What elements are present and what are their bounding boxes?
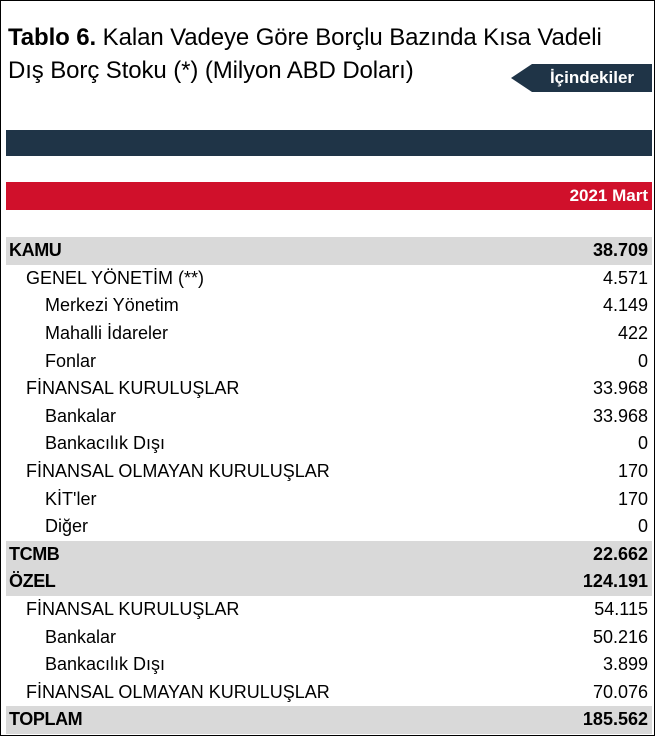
row-label: KAMU xyxy=(6,237,538,265)
row-value: 0 xyxy=(637,350,648,371)
column-header-bar xyxy=(6,182,652,210)
row-value: 0 xyxy=(637,433,648,454)
row-value: 3.899 xyxy=(602,654,648,675)
table-row xyxy=(6,458,652,486)
navy-header-bar xyxy=(6,130,652,156)
table-number: Tablo 6. xyxy=(8,24,97,51)
row-label: Fonlar xyxy=(45,350,97,371)
row-label: Bankacılık Dışı xyxy=(45,654,166,675)
row-value: 0 xyxy=(637,516,648,537)
row-value: 38.709 xyxy=(538,237,652,265)
row-value: 4.149 xyxy=(602,295,648,316)
row-value: 50.216 xyxy=(592,626,648,647)
table-row xyxy=(6,706,652,734)
row-label: Bankalar xyxy=(45,405,117,426)
row-label: FİNANSAL KURULUŞLAR xyxy=(26,378,240,399)
row-value: 22.662 xyxy=(538,541,652,569)
row-value: 70.076 xyxy=(592,681,648,702)
table-row xyxy=(6,265,652,293)
row-label: TCMB xyxy=(6,541,538,569)
table-row xyxy=(6,513,652,541)
table-row xyxy=(6,430,652,458)
toc-button-label: İçindekiler xyxy=(549,68,635,87)
row-label: ÖZEL xyxy=(6,568,538,596)
column-header-period: 2021 Mart xyxy=(569,186,648,205)
table-of-contents-button[interactable] xyxy=(511,64,652,92)
row-value: 54.115 xyxy=(594,599,648,620)
table-row xyxy=(6,485,652,513)
row-value: 33.968 xyxy=(592,378,648,399)
title-line-1: Kalan Vadeye Göre Borçlu Bazında Kısa Vadeli xyxy=(96,24,602,51)
row-value: 170 xyxy=(617,461,648,482)
table-row xyxy=(6,347,652,375)
row-label: FİNANSAL KURULUŞLAR xyxy=(26,599,240,620)
debt-stock-table xyxy=(6,237,652,734)
row-label: Merkezi Yönetim xyxy=(45,295,179,316)
row-label: TOPLAM xyxy=(6,706,538,734)
row-value: 422 xyxy=(617,323,648,344)
table-row xyxy=(6,679,652,707)
row-label: Bankalar xyxy=(45,626,117,647)
table-row xyxy=(6,623,652,651)
table-row xyxy=(6,320,652,348)
row-value: 185.562 xyxy=(538,706,652,734)
table-row xyxy=(6,596,652,624)
row-label: KİT'ler xyxy=(45,488,97,509)
row-value: 124.191 xyxy=(538,568,652,596)
row-value: 33.968 xyxy=(592,405,648,426)
table-row xyxy=(6,237,652,265)
table-row xyxy=(6,651,652,679)
table-row xyxy=(6,292,652,320)
row-label: Bankacılık Dışı xyxy=(45,433,166,454)
row-label: Mahalli İdareler xyxy=(45,323,169,344)
row-label: FİNANSAL OLMAYAN KURULUŞLAR xyxy=(26,461,330,482)
table-row xyxy=(6,541,652,569)
table-row xyxy=(6,568,652,596)
row-label: GENEL YÖNETİM (**) xyxy=(26,267,205,288)
row-value: 170 xyxy=(617,488,648,509)
title-line-2: Dış Borç Stoku (*) (Milyon ABD Doları) xyxy=(8,57,414,84)
row-label: FİNANSAL OLMAYAN KURULUŞLAR xyxy=(26,681,330,702)
row-label: Diğer xyxy=(45,516,89,537)
row-value: 4.571 xyxy=(602,267,648,288)
table-row xyxy=(6,375,652,403)
table-row xyxy=(6,403,652,431)
